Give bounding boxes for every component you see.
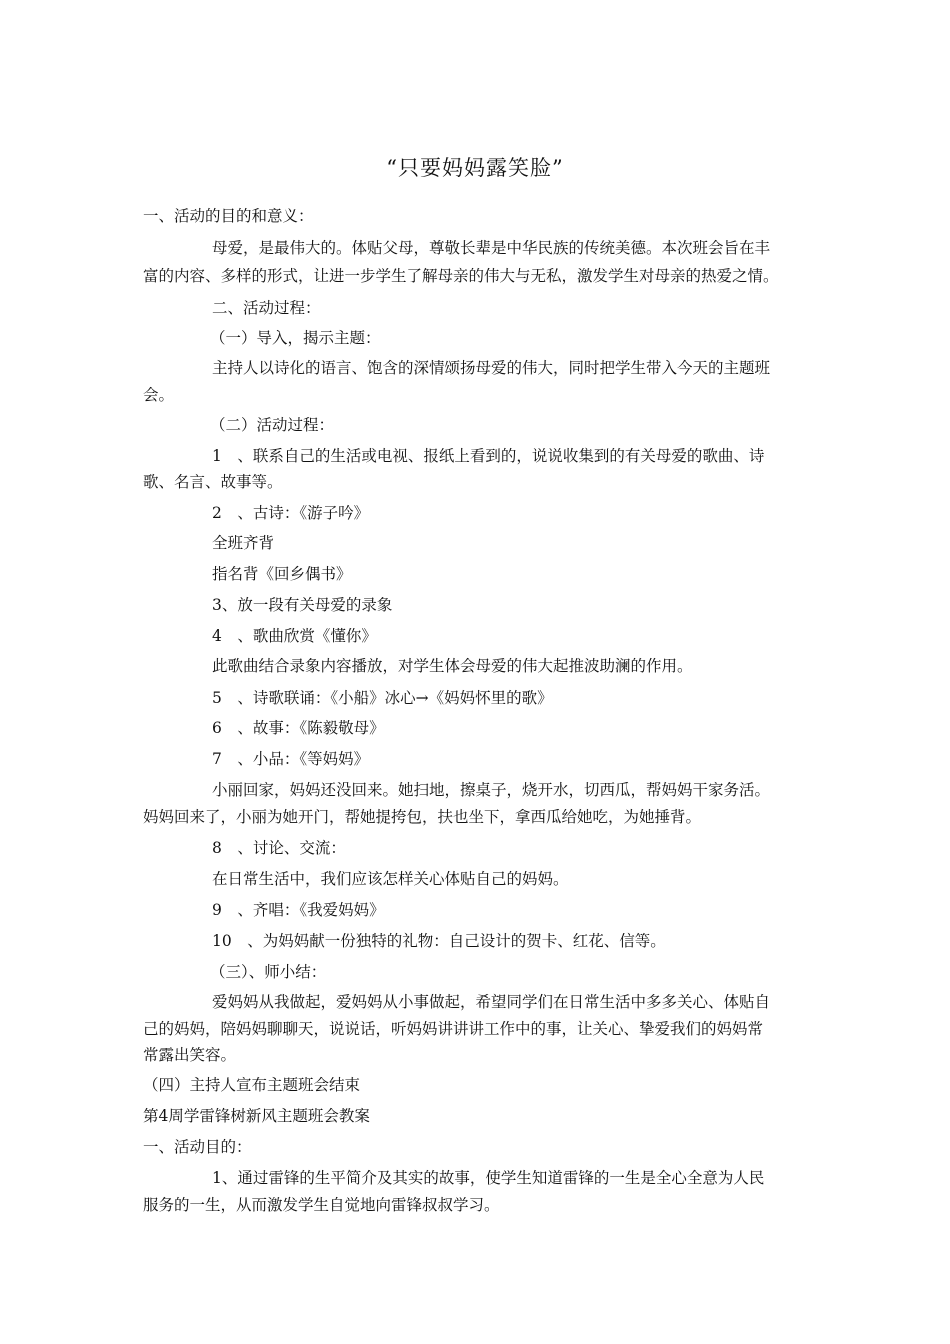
list-item: 5 、诗歌联诵：《小船》冰心→《妈妈怀里的歌》	[212, 689, 553, 707]
document-title: “只要妈妈露笑脸”	[386, 156, 564, 180]
section-title: 第4周学雷锋树新风主题班会教案	[143, 1107, 370, 1125]
paragraph-line: 服务的一生，从而激发学生自觉地向雷锋叔叔学习。	[143, 1196, 500, 1214]
list-item-continuation: 歌、名言、故事等。	[143, 473, 283, 491]
paragraph-line: 全班齐背	[212, 534, 275, 552]
paragraph-line: 在日常生活中，我们应该怎样关心体贴自己的妈妈。	[212, 870, 569, 888]
paragraph-line: 爱妈妈从我做起，爱妈妈从小事做起，希望同学们在日常生活中多多关心、体贴自	[212, 993, 771, 1011]
paragraph-line: 此歌曲结合录象内容播放，对学生体会母爱的伟大起推波助澜的作用。	[212, 657, 693, 675]
subsection-heading: （三）、师小结：	[210, 963, 327, 981]
subsection-heading: （二）活动过程：	[210, 416, 335, 434]
list-item: 8 、讨论、交流：	[212, 839, 346, 857]
paragraph-line: 常露出笑容。	[143, 1046, 237, 1064]
subsection-heading: （一）导入，揭示主题：	[210, 329, 381, 347]
list-item: 2 、古诗：《游子吟》	[212, 504, 370, 522]
paragraph-line: 主持人以诗化的语言、饱含的深情颂扬母爱的伟大，同时把学生带入今天的主题班	[212, 359, 771, 377]
paragraph-line: 妈妈回来了，小丽为她开门，帮她提挎包，扶也坐下，拿西瓜给她吃，为她捶背。	[143, 808, 702, 826]
paragraph-line: 会。	[143, 386, 175, 404]
section-heading: 二、活动过程：	[212, 299, 321, 317]
list-item: 3、放一段有关母爱的录象	[212, 596, 393, 614]
paragraph-line: 1、通过雷锋的生平简介及其实的故事，使学生知道雷锋的一生是全心全意为人民	[212, 1169, 765, 1187]
section-heading: 一、活动目的：	[143, 1138, 252, 1156]
list-item: 4 、歌曲欣赏《懂你》	[212, 627, 377, 645]
paragraph-line: 富的内容、多样的形式，让进一步学生了解母亲的伟大与无私，激发学生对母亲的热爱之情。	[143, 267, 779, 285]
paragraph-line: 母爱，是最伟大的。体贴父母，尊敬长辈是中华民族的传统美德。本次班会旨在丰	[212, 239, 771, 257]
paragraph-line: 小丽回家，妈妈还没回来。她扫地，擦桌子，烧开水，切西瓜，帮妈妈干家务活。	[212, 781, 771, 799]
paragraph-line: 指名背《回乡偶书》	[212, 565, 352, 583]
list-item: 7 、小品：《等妈妈》	[212, 750, 370, 768]
list-item: 6 、故事：《陈毅敬母》	[212, 719, 385, 737]
list-item: 9 、齐唱：《我爱妈妈》	[212, 901, 385, 919]
list-item: 1 、联系自己的生活或电视、报纸上看到的，说说收集到的有关母爱的歌曲、诗	[212, 447, 765, 465]
paragraph-line: 己的妈妈，陪妈妈聊聊天，说说话，听妈妈讲讲讲工作中的事，让关心、挚爱我们的妈妈常	[143, 1020, 764, 1038]
section-heading: 一、活动的目的和意义：	[143, 207, 314, 225]
list-item: 10 、为妈妈献一份独特的礼物：自己设计的贺卡、红花、信等。	[212, 932, 666, 950]
subsection-heading: （四）主持人宣布主题班会结束	[143, 1076, 361, 1094]
